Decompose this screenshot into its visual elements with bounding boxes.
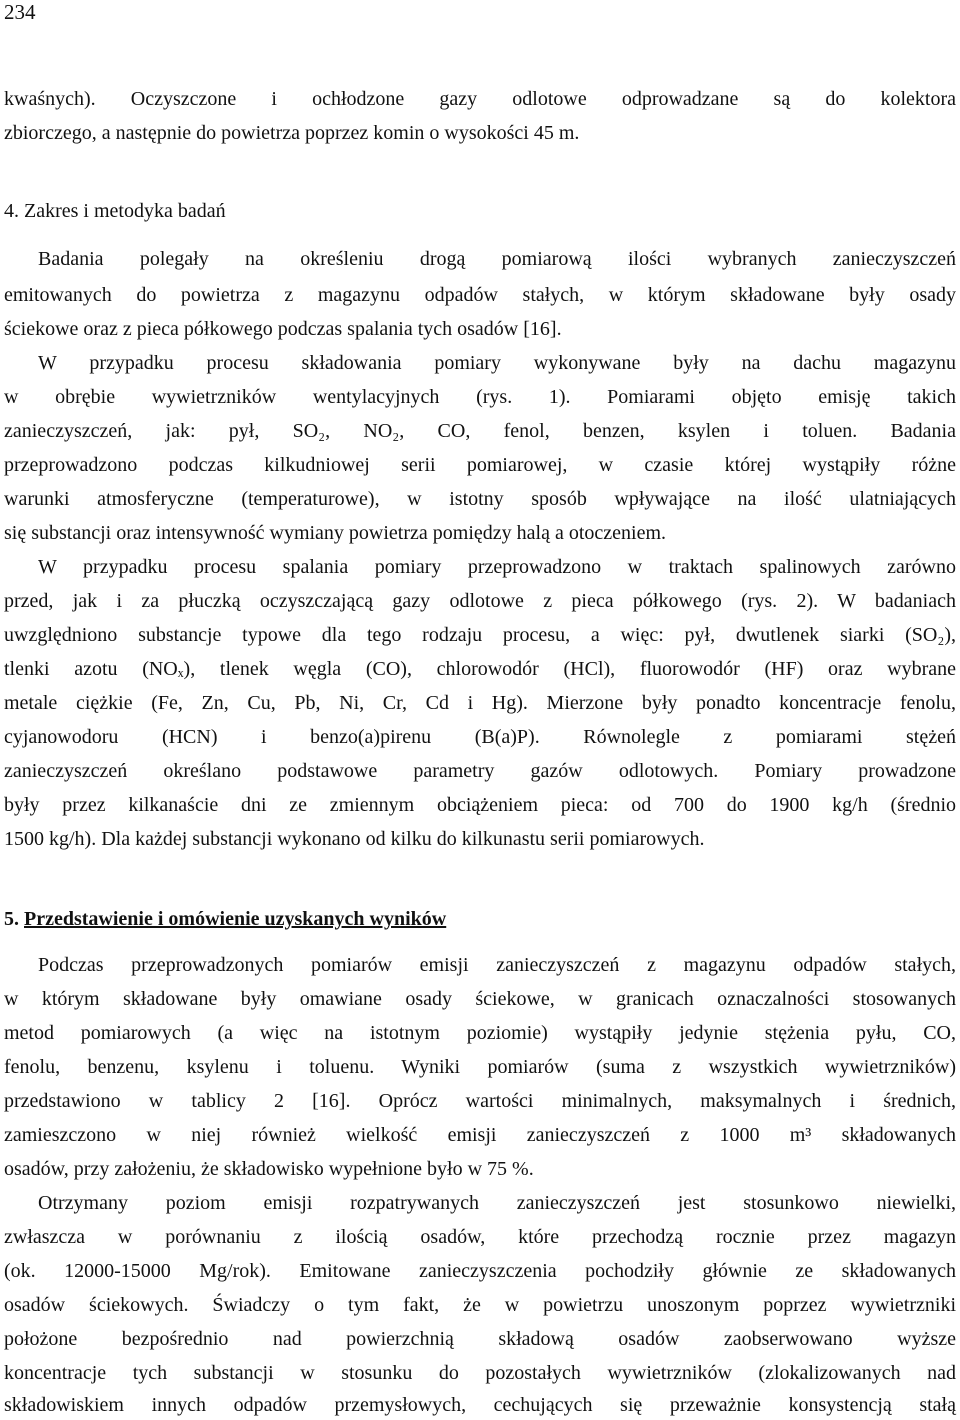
text-line: przedstawiono w tablicy 2 [16]. Oprócz wartości minimalnych, maksymalnych i średnich, bbox=[4, 1090, 956, 1112]
text-line: Badania polegały na określeniu drogą pomiarową ilości wybranych zanieczyszczeń bbox=[38, 248, 956, 270]
text-line: w którym składowane były omawiane osady ściekowe, w granicach oznaczalności stosowanych bbox=[4, 988, 956, 1010]
text-line: uwzględniono substancje typowe dla tego rodzaju procesu, a więc: pył, dwutlenek siarki (SO₂), bbox=[4, 624, 956, 646]
text-line: warunki atmosferyczne (temperaturowe), w istotny sposób wpływające na ilość ulatniających bbox=[4, 488, 956, 510]
text-line: przeprowadzono podczas kilkudniowej serii pomiarowej, w czasie której wystąpiły różne bbox=[4, 454, 956, 476]
text-line: W przypadku procesu składowania pomiary wykonywane były na dachu magazynu bbox=[38, 352, 956, 374]
text-line: zamieszczono w niej również wielkość emisji zanieczyszczeń z 1000 m³ składowanych bbox=[4, 1124, 956, 1146]
text-line: cyjanowodoru (HCN) i benzo(a)pirenu (B(a)P). Równolegle z pomiarami stężeń bbox=[4, 726, 956, 748]
text-line: Podczas przeprowadzonych pomiarów emisji zanieczyszczeń z magazynu odpadów stałych, bbox=[38, 954, 956, 976]
text-line: fenolu, benzenu, ksylenu i toluenu. Wyniki pomiarów (suma z wszystkich wywietrzników) bbox=[4, 1056, 956, 1078]
text-line: koncentracje tych substancji w stosunku do pozostałych wywietrzników (zlokalizowanych nad bbox=[4, 1362, 956, 1384]
text-line: metale ciężkie (Fe, Zn, Cu, Pb, Ni, Cr, Cd i Hg). Mierzone były ponadto koncentracje fenolu, bbox=[4, 692, 956, 714]
text-line: przed, jak i za płuczką oczyszczającą gazy odlotowe z pieca półkowego (rys. 2). W badaniach bbox=[4, 590, 956, 612]
text-line: Otrzymany poziom emisji rozpatrywanych zanieczyszczeń jest stosunkowo niewielki, bbox=[38, 1192, 956, 1214]
text-line: osadów, przy założeniu, że składowisko wypełnione było w 75 %. bbox=[4, 1158, 534, 1180]
section-5-heading bbox=[4, 904, 956, 934]
text-line: w obrębie wywietrzników wentylacyjnych (rys. 1). Pomiarami objęto emisję takich bbox=[4, 386, 956, 408]
text-line: zanieczyszczeń, jak: pył, SO₂, NO₂, CO, fenol, benzen, ksylen i toluen. Badania bbox=[4, 420, 956, 442]
text-line: ściekowe oraz z pieca półkowego podczas spalania tych osadów [16]. bbox=[4, 318, 562, 340]
text-line: składowiskiem innych odpadów przemysłowych, cechujących się przeważnie konsystencją stałą bbox=[4, 1394, 956, 1416]
text-line: się substancji oraz intensywność wymiany powietrza pomiędzy halą a otoczeniem. bbox=[4, 522, 667, 544]
section-5-number: 5. bbox=[4, 908, 19, 930]
text-line: były przez kilkanaście dni ze zmiennym obciążeniem pieca: od 700 do 1900 kg/h (średnio bbox=[4, 794, 956, 816]
text-line: zbiorczego, a następnie do powietrza poprzez komin o wysokości 45 m. bbox=[4, 122, 580, 144]
text-line: W przypadku procesu spalania pomiary przeprowadzono w traktach spalinowych zarówno bbox=[38, 556, 956, 578]
text-line: kwaśnych). Oczyszczone i ochłodzone gazy odlotowe odprowadzane są do kolektora bbox=[4, 88, 956, 110]
text-line: 1500 kg/h). Dla każdej substancji wykonano od kilku do kilkunastu serii pomiarowych. bbox=[4, 828, 705, 850]
section-4-heading: 4. Zakres i metodyka badań bbox=[4, 200, 226, 222]
text-line: emitowanych do powietrza z magazynu odpadów stałych, w którym składowane były osady bbox=[4, 284, 956, 306]
text-line: osadów ściekowych. Świadczy o tym fakt, że w powietrzu unoszonym poprzez wywietrzniki bbox=[4, 1294, 956, 1316]
page-number: 234 bbox=[4, 0, 36, 24]
text-line: (ok. 12000-15000 Mg/rok). Emitowane zanieczyszczenia pochodziły głównie ze składowanych bbox=[4, 1260, 956, 1282]
text-line: metod pomiarowych (a więc na istotnym poziomie) wystąpiły jedynie stężenia pyłu, CO, bbox=[4, 1022, 956, 1044]
text-line: położone bezpośrednio nad powierzchnią składową osadów zaobserwowano wyższe bbox=[4, 1328, 956, 1350]
section-5-title: Przedstawienie i omówienie uzyskanych wyników bbox=[24, 908, 447, 930]
text-line: zanieczyszczeń określano podstawowe parametry gazów odlotowych. Pomiary prowadzone bbox=[4, 760, 956, 782]
text-line: tlenki azotu (NOₓ), tlenek węgla (CO), chlorowodór (HCl), fluorowodór (HF) oraz wybrane bbox=[4, 658, 956, 680]
text-line: zwłaszcza w porównaniu z ilością osadów, które przechodzą rocznie przez magazyn bbox=[4, 1226, 956, 1248]
